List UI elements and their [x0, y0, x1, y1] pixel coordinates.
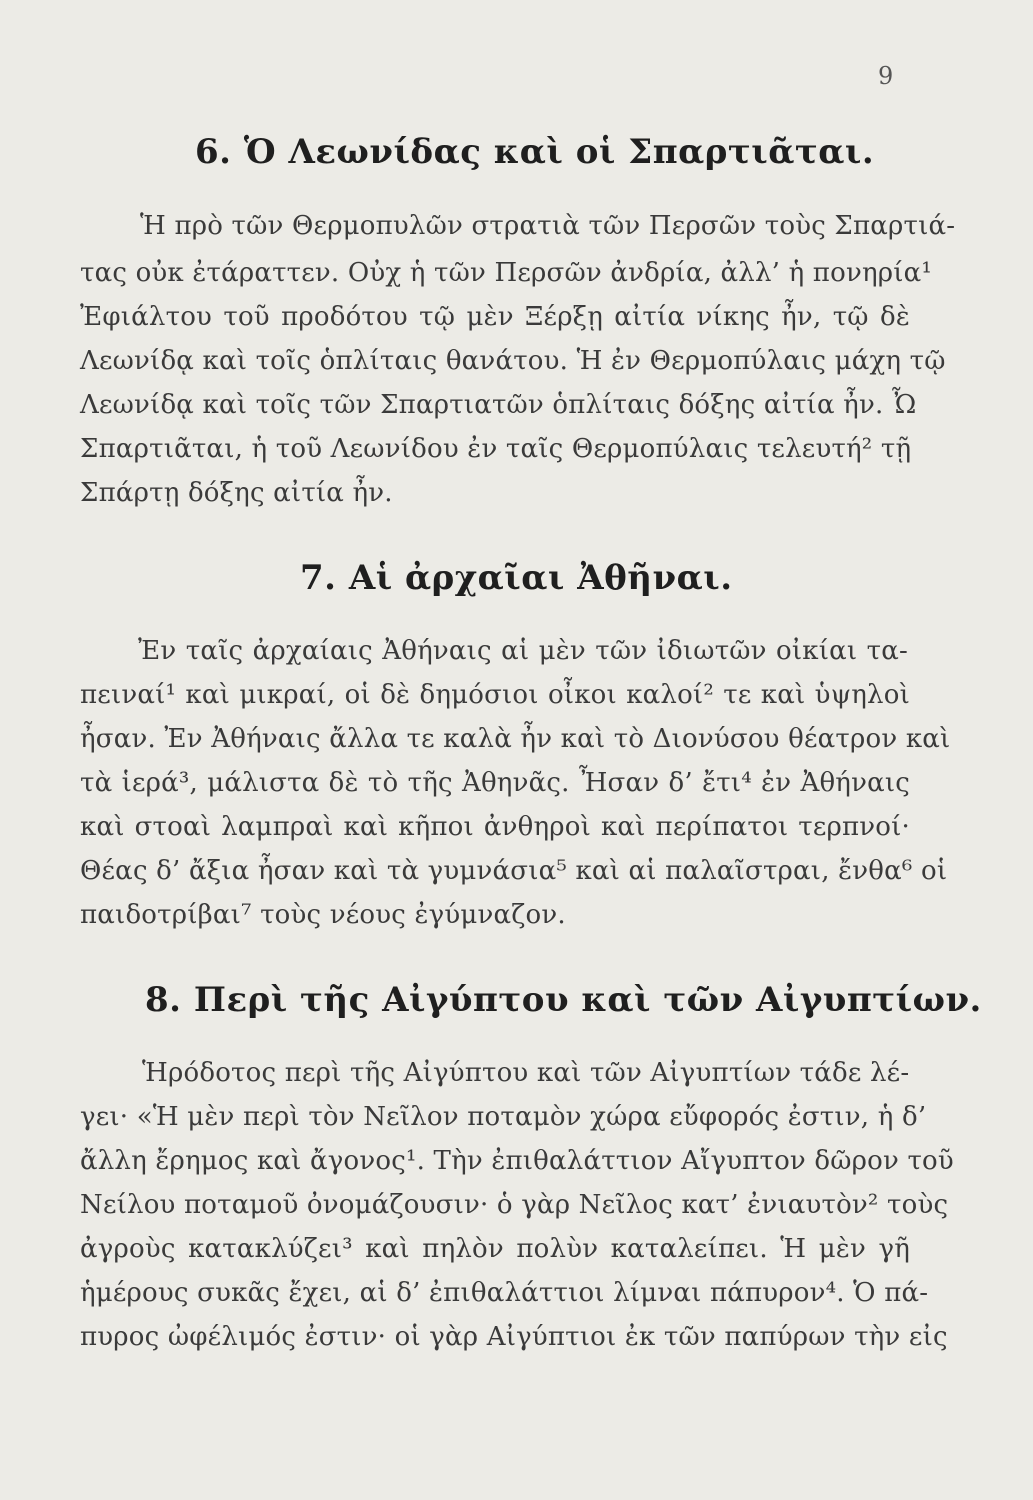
- text-line: Ἐφιάλτου τοῦ προδότου τῷ μὲν Ξέρξῃ αἰτία νίκης ἦν, τῷ δὲ: [80, 302, 910, 332]
- page-number: 9: [878, 62, 894, 90]
- text-line: ἀγροὺς κατακλύζει³ καὶ πηλὸν πολὺν καταλείπει. Ἡ μὲν γῆ: [80, 1234, 910, 1264]
- text-line: Ἡρόδοτος περὶ τῆς Αἰγύπτου καὶ τῶν Αἰγυπτίων τάδε λέ-: [142, 1058, 910, 1088]
- text-line: πυρος ὠφέλιμός ἐστιν· οἱ γὰρ Αἰγύπτιοι ἐκ τῶν παπύρων τὴν εἰς: [80, 1322, 948, 1352]
- text-line: ἄλλη ἔρημος καὶ ἄγονος¹. Τὴν ἐπιθαλάττιον Αἴγυπτον δῶρον τοῦ: [80, 1146, 954, 1176]
- text-line: τας οὐκ ἐτάραττεν. Οὐχ ἡ τῶν Περσῶν ἀνδρία, ἀλλ’ ἡ πονηρία¹: [80, 258, 932, 288]
- text-line: Σπαρτιᾶται, ἡ τοῦ Λεωνίδου ἐν ταῖς Θερμοπύλαις τελευτή² τῇ: [80, 434, 912, 464]
- text-line: Θέας δ’ ἄξια ἦσαν καὶ τὰ γυμνάσια⁵ καὶ αἱ παλαῖστραι, ἔνθα⁶ οἱ: [80, 856, 948, 886]
- section-heading: 8. Περὶ τῆς Αἰγύπτου καὶ τῶν Αἰγυπτίων.: [145, 980, 982, 1020]
- text-line: Νείλου ποταμοῦ ὀνομάζουσιν· ὁ γὰρ Νεῖλος κατ’ ἐνιαυτὸν² τοὺς: [80, 1190, 949, 1220]
- text-line: τὰ ἱερά³, μάλιστα δὲ τὸ τῆς Ἀθηνᾶς. Ἦσαν δ’ ἔτι⁴ ἐν Ἀθήναις: [80, 768, 910, 798]
- section-heading: 6. Ὁ Λεωνίδας καὶ οἱ Σπαρτιᾶται.: [195, 132, 875, 172]
- text-line: ἡμέρους συκᾶς ἔχει, αἱ δ’ ἐπιθαλάττιοι λίμναι πάπυρον⁴. Ὁ πά-: [80, 1278, 929, 1308]
- text-line: ἦσαν. Ἐν Ἀθήναις ἄλλα τε καλὰ ἦν καὶ τὸ Διονύσου θέατρον καὶ: [80, 724, 951, 754]
- text-line: Λεωνίδᾳ καὶ τοῖς τῶν Σπαρτιατῶν ὁπλίταις δόξης αἰτία ἦν. Ὦ: [80, 390, 917, 420]
- text-line: πειναί¹ καὶ μικραί, οἱ δὲ δημόσιοι οἶκοι καλοί² τε καὶ ὑψηλοὶ: [80, 680, 910, 710]
- text-line: καὶ στοαὶ λαμπραὶ καὶ κῆποι ἀνθηροὶ καὶ περίπατοι τερπνοί·: [80, 812, 910, 842]
- text-line: γει· «Ἡ μὲν περὶ τὸν Νεῖλον ποταμὸν χώρα εὔφορός ἐστιν, ἡ δ’: [80, 1102, 927, 1132]
- text-line: Σπάρτῃ δόξης αἰτία ἦν.: [80, 478, 393, 508]
- section-heading: 7. Αἱ ἀρχαῖαι Ἀθῆναι.: [300, 558, 733, 598]
- text-line: Λεωνίδᾳ καὶ τοῖς ὁπλίταις θανάτου. Ἡ ἐν Θερμοπύλαις μάχη τῷ: [80, 346, 946, 376]
- text-line: παιδοτρίβαι⁷ τοὺς νέους ἐγύμναζον.: [80, 900, 566, 930]
- text-line: Ἡ πρὸ τῶν Θερμοπυλῶν στρατιὰ τῶν Περσῶν τοὺς Σπαρτιά-: [140, 211, 956, 241]
- text-line: Ἐν ταῖς ἀρχαίαις Ἀθήναις αἱ μὲν τῶν ἰδιωτῶν οἰκίαι τα-: [138, 636, 908, 666]
